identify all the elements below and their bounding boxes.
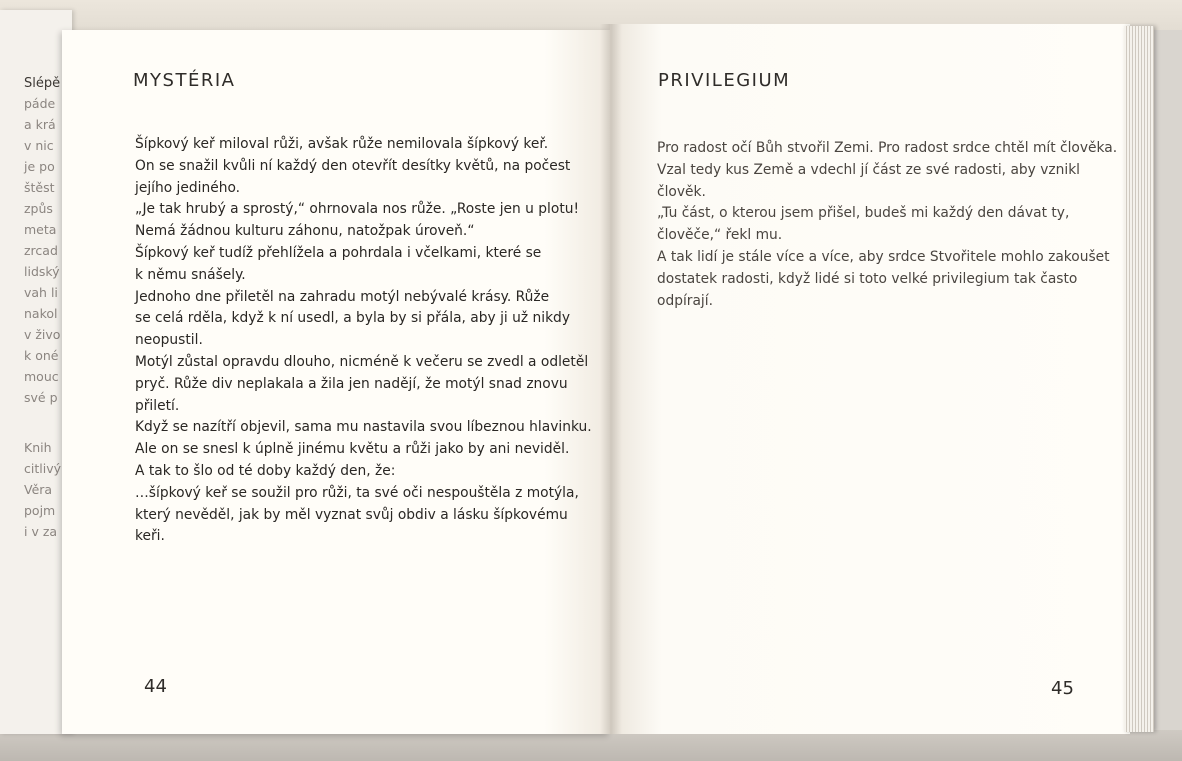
- background-text-fragment: Věra: [24, 482, 53, 497]
- text-line: dostatek radosti, když lidé si toto velké privilegium tak často: [657, 270, 1078, 287]
- left-page-body: [135, 134, 592, 548]
- text-line: člověče,“ řekl mu.: [657, 227, 783, 244]
- background-text-fragment: v živo: [24, 327, 61, 342]
- book-spine: [600, 24, 622, 734]
- background-text-fragment: lidský: [24, 264, 60, 279]
- text-line: k němu snášely.: [135, 266, 246, 283]
- right-page-title: PRIVILEGIUM: [658, 70, 791, 91]
- background-text-fragment: Slépě: [24, 76, 61, 91]
- text-line: „Je tak hrubý a sprostý,“ ohrnovala nos růže. „Roste jen u plotu!: [135, 201, 579, 218]
- text-line: keři.: [135, 528, 165, 545]
- background-text-fragment: páde: [24, 96, 56, 111]
- right-page: [610, 24, 1130, 734]
- text-line: A tak lidí je stále více a více, aby srdce Stvořitele mohlo zakoušet: [657, 248, 1110, 265]
- text-line: který nevěděl, jak by měl vyznat svůj obdiv a lásku šípkovému: [135, 506, 568, 523]
- text-line: Pro radost očí Bůh stvořil Zemi. Pro radost srdce chtěl mít člověka.: [657, 140, 1118, 156]
- background-text-fragment: štěst: [24, 180, 55, 195]
- bottom-background-strip: [0, 730, 1182, 761]
- text-line: …šípkový keř se soužil pro růži, ta své oči nespouštěla z motýla,: [135, 484, 579, 501]
- background-text-fragment: zrcad: [24, 243, 58, 258]
- text-line: Motýl zůstal opravdu dlouho, nicméně k večeru se zvedl a odletěl: [135, 353, 589, 370]
- background-text-fragment: a krá: [24, 117, 56, 132]
- text-line: Šípkový keř tudíž přehlížela a pohrdala i včelkami, které se: [135, 244, 542, 261]
- background-text-fragment: Knih: [24, 440, 52, 455]
- text-line: On se snažil kvůli ní každý den otevřít desítky květů, na počest: [135, 157, 571, 174]
- text-line: A tak to šlo od té doby každý den, že:: [135, 462, 396, 479]
- text-line: Šípkový keř miloval růži, avšak růže nemilovala šípkový keř.: [135, 136, 549, 152]
- text-line: Jednoho dne přiletěl na zahradu motýl nebývalé krásy. Růže: [135, 288, 550, 305]
- left-page-title: MYSTÉRIA: [133, 70, 236, 91]
- background-text-fragment: způs: [24, 201, 53, 216]
- background-text-fragment: v nic: [24, 138, 54, 153]
- page-edges: [1124, 26, 1154, 732]
- text-line: přiletí.: [135, 397, 180, 414]
- background-text-fragment: vah li: [24, 285, 58, 300]
- background-text-fragment: je po: [24, 159, 55, 174]
- text-line: se celá rděla, když k ní usedl, a byla by si přála, aby ji už nikdy: [135, 310, 570, 327]
- background-text-fragment: nakol: [24, 306, 58, 321]
- text-line: neopustil.: [135, 332, 203, 349]
- right-page-body: [657, 138, 1117, 312]
- text-line: pryč. Růže div neplakala a žila jen nadějí, že motýl snad znovu: [135, 375, 568, 392]
- text-line: Ale on se snesl k úplně jinému květu a růži jako by ani neviděl.: [135, 441, 570, 458]
- background-text-fragment: k oné: [24, 348, 59, 363]
- right-page-number: 45: [1051, 678, 1074, 699]
- text-line: Když se nazítří objevil, sama mu nastavila svou líbeznou hlavinku.: [135, 419, 592, 436]
- background-text-fragment: mouc: [24, 369, 59, 384]
- text-line: člověk.: [657, 183, 706, 200]
- text-line: „Tu část, o kterou jsem přišel, budeš mi každý den dávat ty,: [657, 205, 1070, 222]
- background-text-fragment: i v za: [24, 524, 58, 539]
- text-line: odpírají.: [657, 292, 713, 309]
- left-page-number: 44: [144, 676, 167, 697]
- text-line: Nemá žádnou kulturu záhonu, natožpak úroveň.“: [135, 223, 475, 240]
- background-text-fragment: své p: [24, 390, 58, 405]
- text-line: Vzal tedy kus Země a vdechl jí část ze své radosti, aby vznikl: [657, 161, 1081, 178]
- background-text-fragment: pojm: [24, 503, 56, 518]
- background-text-fragment: meta: [24, 222, 57, 237]
- background-text-fragment: citlivý: [24, 461, 61, 476]
- text-line: jejího jediného.: [135, 179, 241, 196]
